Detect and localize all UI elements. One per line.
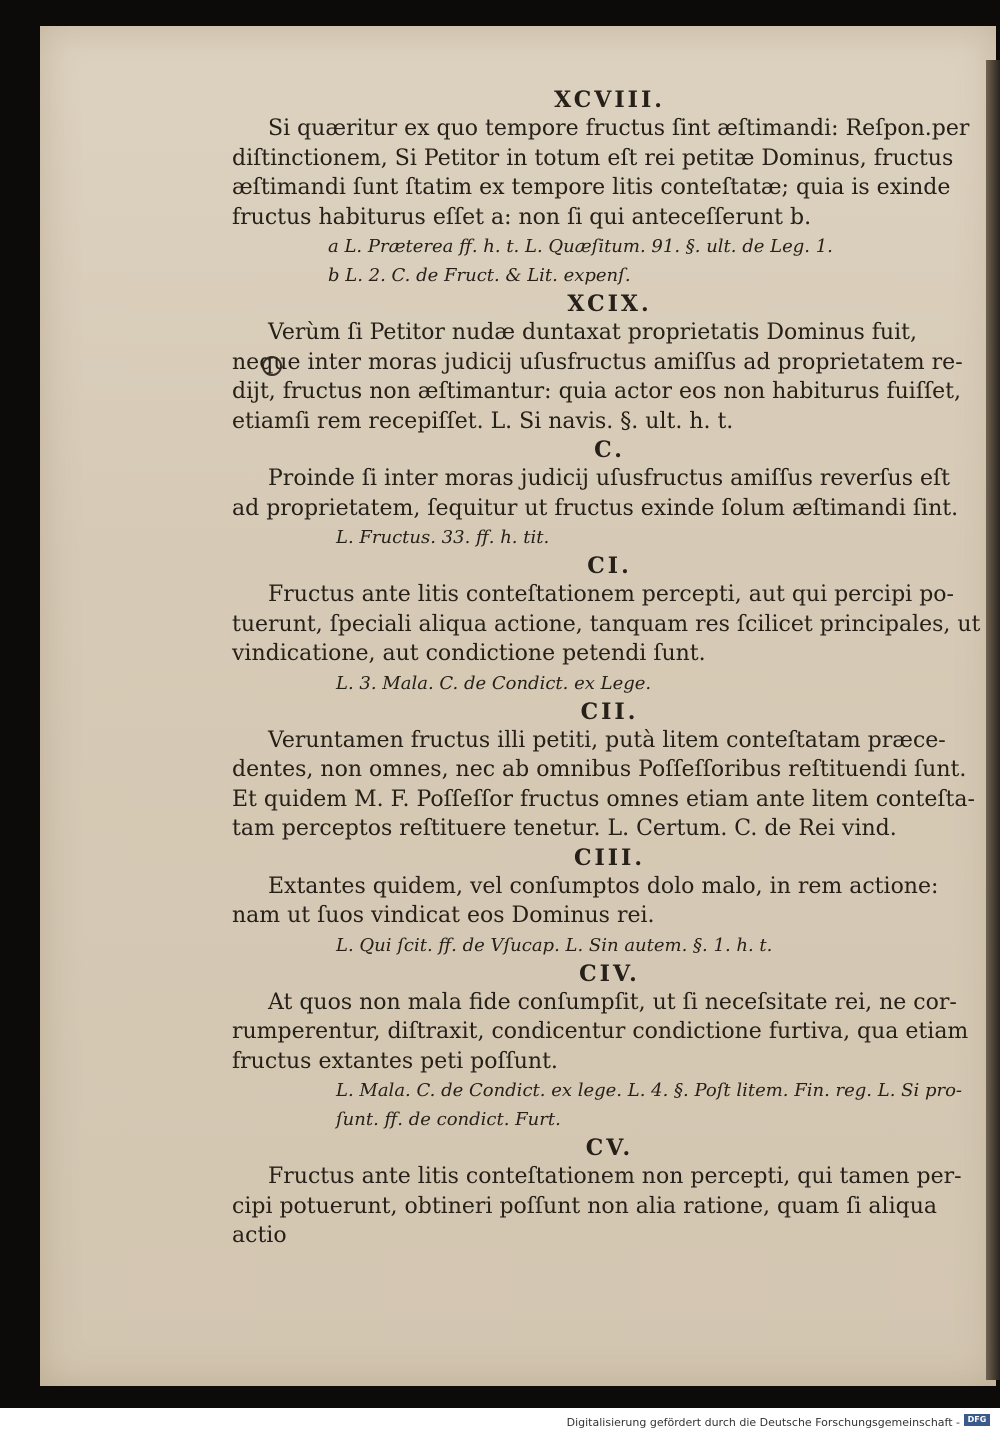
section-numeral: CIII. — [573, 844, 646, 871]
citation-reference: a L. Præterea ff. h. t. L. Quæſitum. 91. §. ult. de Leg. 1. — [328, 236, 833, 257]
footer-bar — [0, 1408, 1000, 1432]
section-paragraph — [232, 726, 987, 844]
section-paragraph — [232, 318, 987, 436]
section-numeral: CII. — [580, 698, 639, 725]
text-line: actio — [232, 1223, 287, 1248]
section-paragraph — [232, 580, 987, 669]
citation-reference: L. 3. Mala. C. de Condict. ex Lege. — [336, 672, 652, 694]
citation-reference: L. Fructus. 33. ff. h. tit. — [336, 527, 550, 548]
section-numeral: XCIX. — [567, 291, 652, 317]
section-numeral: XCVIII. — [554, 87, 665, 113]
text-line: Et quidem M. F. Poſſeſſor fructus omnes etiam ante litem conteſta- — [232, 786, 975, 812]
citation-reference: ſunt. ff. de condict. Furt. — [336, 1109, 561, 1130]
citation-reference: L. Qui ſcit. ff. de Vſucap. L. Sin autem. §. 1. h. t. — [336, 934, 773, 956]
text-line: dijt, fructus non æſtimantur: quia actor eos non habiturus fuiſſet, — [232, 379, 961, 404]
citation-reference: L. Mala. C. de Condict. ex lege. L. 4. §. Poſt litem. Fin. reg. L. Si pro- — [336, 1080, 962, 1101]
text-line: Veruntamen fructus illi petiti, putà litem conteſtatam præce- — [268, 727, 946, 753]
text-line: æſtimandi ſunt ſtatim ex tempore litis conteſtatæ; quia is exinde — [232, 175, 951, 200]
text-line: ad proprietatem, ſequitur ut fructus exinde ſolum æſtimandi ſint. — [232, 495, 959, 521]
text-line: neque inter moras judicij uſusfructus amiſſus ad proprietatem re- — [232, 349, 963, 375]
section-numeral: CIV. — [579, 960, 640, 987]
dfg-logo-icon: DFG — [964, 1414, 990, 1426]
text-line: cipi potuerunt, obtineri poſſunt non alia ratione, quam ſi aliqua — [232, 1193, 937, 1219]
text-line: fructus habiturus eſſet a: non ſi qui anteceſſerunt b. — [232, 204, 812, 230]
text-line: dentes, non omnes, nec ab omnibus Poſſeſſoribus reſtituendi ſunt. — [232, 757, 967, 782]
section-paragraph — [232, 872, 987, 931]
text-line: vindicatione, aut condictione petendi ſunt. — [232, 641, 706, 666]
text-line: tuerunt, ſpeciali aliqua actione, tanquam res ſcilicet principales, ut — [232, 611, 981, 637]
section-paragraph — [232, 464, 987, 523]
text-line: tam perceptos reſtituere tenetur. L. Certum. C. de Rei vind. — [232, 816, 897, 841]
citation-reference: b L. 2. C. de Fruct. & Lit. expenſ. — [328, 265, 631, 286]
text-line: diſtinctionem, Si Petitor in totum eſt rei petitæ Dominus, fructus — [232, 145, 954, 171]
text-line: fructus extantes peti poſſunt. — [232, 1048, 558, 1074]
page-edge — [986, 60, 1000, 1380]
text-line: Proinde ſi inter moras judicij uſusfructus amiſſus reverſus eſt — [268, 466, 950, 491]
page-text-body — [232, 86, 987, 1251]
footer-credit: Digitalisierung gefördert durch die Deutsche Forschungsgemeinschaft - — [566, 1416, 960, 1429]
section-paragraph — [232, 114, 987, 232]
text-line: Extantes quidem, vel conſumptos dolo malo, in rem actione: — [268, 873, 939, 899]
text-line: nam ut ſuos vindicat eos Dominus rei. — [232, 903, 655, 928]
text-line: Fructus ante litis conteſtationem non percepti, qui tamen per- — [268, 1164, 962, 1189]
text-line: Verùm ſi Petitor nudæ duntaxat proprietatis Dominus fuit, — [268, 320, 917, 345]
text-line: At quos non mala fide conſumpſit, ut ſi neceſsitate rei, ne cor- — [268, 989, 957, 1015]
text-line: rumperentur, diſtraxit, condicentur condictione furtiva, qua etiam — [232, 1019, 969, 1044]
section-numeral: CI. — [587, 553, 632, 579]
section-numeral: C. — [594, 437, 625, 463]
text-line: Si quæritur ex quo tempore fructus ſint æſtimandi: Reſpon.per — [268, 116, 970, 141]
section-paragraph — [232, 988, 987, 1077]
section-numeral: CV. — [585, 1135, 634, 1161]
section-paragraph — [232, 1162, 987, 1251]
text-line: etiamſi rem recepiſſet. L. Si navis. §. ult. h. t. — [232, 408, 734, 434]
text-line: Fructus ante litis conteſtationem percepti, aut qui percipi po- — [268, 582, 954, 607]
